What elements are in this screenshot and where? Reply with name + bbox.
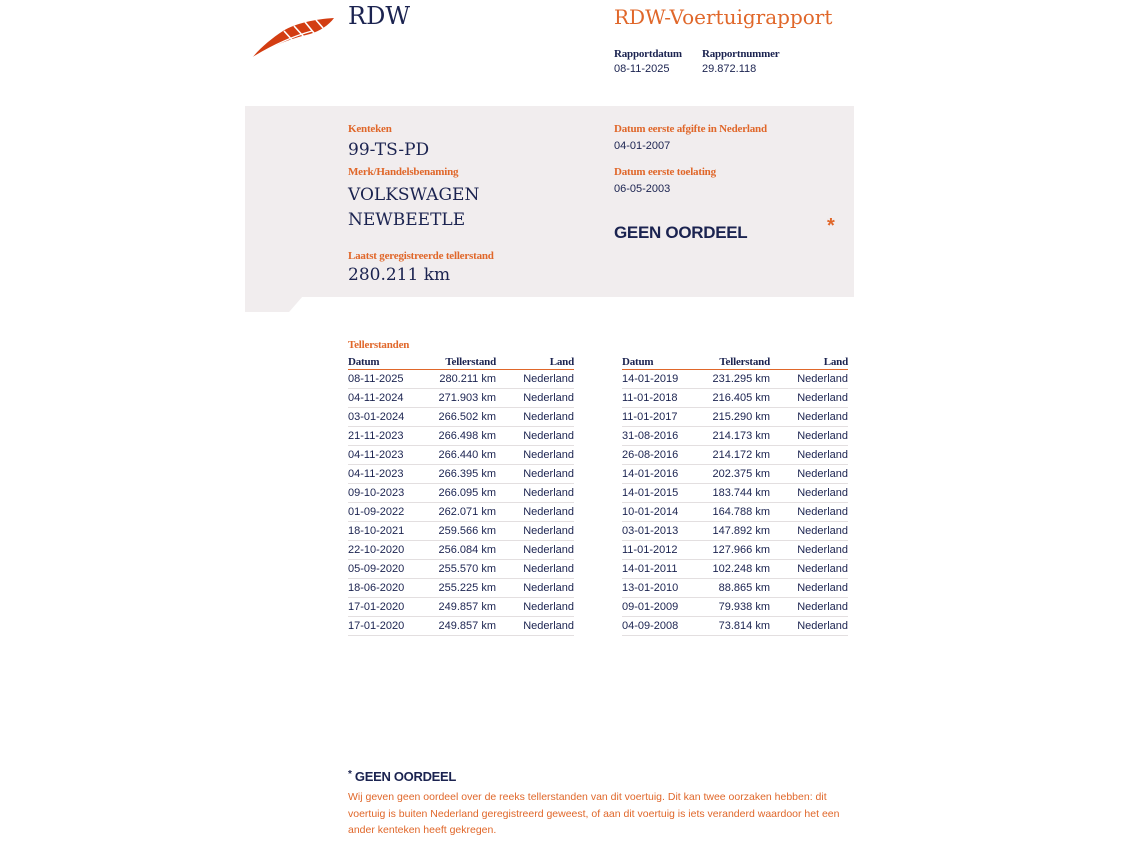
reading-odometer: 214.173 km	[710, 427, 770, 446]
table-row	[348, 389, 574, 408]
reading-date: 03-01-2024	[348, 408, 436, 427]
table-row	[348, 408, 574, 427]
reading-odometer: 214.172 km	[710, 446, 770, 465]
reading-date: 18-10-2021	[348, 522, 436, 541]
reading-odometer: 280.211 km	[436, 370, 496, 389]
table-row	[622, 389, 848, 408]
reading-odometer: 259.566 km	[436, 522, 496, 541]
readings-title: Tellerstanden	[348, 339, 410, 351]
reading-country: Nederland	[496, 617, 574, 636]
report-title: RDW-Voertuigrapport	[614, 5, 833, 29]
reading-odometer: 231.295 km	[710, 370, 770, 389]
readings-left-body	[348, 370, 574, 636]
reading-country: Nederland	[770, 484, 848, 503]
reading-country: Nederland	[770, 503, 848, 522]
reading-odometer: 202.375 km	[710, 465, 770, 484]
col-odometer-header: Tellerstand	[710, 355, 770, 370]
reading-odometer: 266.498 km	[436, 427, 496, 446]
reading-country: Nederland	[496, 503, 574, 522]
reading-odometer: 249.857 km	[436, 617, 496, 636]
footnote-title: GEEN OORDEEL	[354, 769, 457, 784]
reading-odometer: 127.966 km	[710, 541, 770, 560]
reading-odometer: 216.405 km	[710, 389, 770, 408]
reading-odometer: 73.814 km	[710, 617, 770, 636]
reading-date: 21-11-2023	[348, 427, 436, 446]
table-row	[622, 484, 848, 503]
plate-value: 99-TS-PD	[348, 140, 430, 160]
reading-odometer: 262.071 km	[436, 503, 496, 522]
reading-country: Nederland	[770, 465, 848, 484]
make-value-line2: NEWBEETLE	[348, 210, 466, 230]
first-admission-label: Datum eerste toelating	[614, 166, 716, 178]
reading-country: Nederland	[770, 446, 848, 465]
footnote-heading	[348, 769, 456, 784]
brand-name: RDW	[348, 2, 410, 30]
reading-date: 01-09-2022	[348, 503, 436, 522]
report-number-value: 29.872.118	[702, 63, 757, 75]
table-row	[622, 522, 848, 541]
table-row	[348, 617, 574, 636]
table-row	[622, 541, 848, 560]
table-row	[622, 598, 848, 617]
table-row	[348, 598, 574, 617]
reading-country: Nederland	[770, 370, 848, 389]
reading-date: 13-01-2010	[622, 579, 710, 598]
reading-country: Nederland	[770, 541, 848, 560]
reading-date: 11-01-2017	[622, 408, 710, 427]
reading-country: Nederland	[770, 408, 848, 427]
footnote-marker: *	[348, 769, 352, 780]
reading-date: 14-01-2015	[622, 484, 710, 503]
reading-date: 11-01-2018	[622, 389, 710, 408]
col-odometer-header: Tellerstand	[436, 355, 496, 370]
reading-date: 04-11-2023	[348, 465, 436, 484]
reading-date: 04-09-2008	[622, 617, 710, 636]
first-registration-nl-label: Datum eerste afgifte in Nederland	[614, 123, 767, 135]
reading-date: 03-01-2013	[622, 522, 710, 541]
reading-country: Nederland	[496, 389, 574, 408]
reading-odometer: 183.744 km	[710, 484, 770, 503]
reading-date: 05-09-2020	[348, 560, 436, 579]
reading-country: Nederland	[496, 465, 574, 484]
reading-date: 26-08-2016	[622, 446, 710, 465]
verdict-marker: *	[827, 215, 835, 237]
reading-country: Nederland	[496, 522, 574, 541]
reading-country: Nederland	[496, 560, 574, 579]
reading-odometer: 266.502 km	[436, 408, 496, 427]
table-row	[622, 446, 848, 465]
table-row	[622, 427, 848, 446]
first-admission-value: 06-05-2003	[614, 183, 671, 195]
col-country-header: Land	[770, 355, 848, 370]
reading-odometer: 249.857 km	[436, 598, 496, 617]
table-row	[348, 427, 574, 446]
reading-country: Nederland	[496, 579, 574, 598]
plate-label: Kenteken	[348, 123, 392, 135]
rdw-feather-logo-icon	[250, 15, 336, 61]
reading-odometer: 266.095 km	[436, 484, 496, 503]
table-row	[622, 503, 848, 522]
table-row	[348, 484, 574, 503]
readings-table-left	[348, 355, 574, 636]
report-date-value: 08-11-2025	[614, 63, 670, 75]
report-number-label: Rapportnummer	[702, 48, 780, 60]
table-row	[348, 522, 574, 541]
reading-date: 08-11-2025	[348, 370, 436, 389]
verdict: GEEN OORDEEL	[614, 223, 748, 242]
col-date-header: Datum	[622, 355, 710, 370]
reading-country: Nederland	[496, 446, 574, 465]
reading-odometer: 147.892 km	[710, 522, 770, 541]
table-row	[348, 560, 574, 579]
reading-country: Nederland	[770, 617, 848, 636]
table-row	[622, 617, 848, 636]
col-date-header: Datum	[348, 355, 436, 370]
reading-date: 14-01-2019	[622, 370, 710, 389]
table-row	[348, 446, 574, 465]
reading-date: 04-11-2023	[348, 446, 436, 465]
reading-odometer: 255.225 km	[436, 579, 496, 598]
reading-odometer: 88.865 km	[710, 579, 770, 598]
reading-date: 09-01-2009	[622, 598, 710, 617]
reading-odometer: 256.084 km	[436, 541, 496, 560]
reading-date: 18-06-2020	[348, 579, 436, 598]
reading-country: Nederland	[770, 560, 848, 579]
reading-country: Nederland	[770, 522, 848, 541]
reading-country: Nederland	[496, 484, 574, 503]
reading-odometer: 266.440 km	[436, 446, 496, 465]
table-row	[622, 370, 848, 389]
reading-date: 14-01-2011	[622, 560, 710, 579]
reading-odometer: 215.290 km	[710, 408, 770, 427]
reading-country: Nederland	[770, 598, 848, 617]
col-country-header: Land	[496, 355, 574, 370]
table-row	[622, 560, 848, 579]
odometer-label: Laatst geregistreerde tellerstand	[348, 250, 494, 262]
reading-country: Nederland	[496, 598, 574, 617]
table-row	[622, 408, 848, 427]
reading-date: 22-10-2020	[348, 541, 436, 560]
reading-date: 17-01-2020	[348, 598, 436, 617]
reading-odometer: 266.395 km	[436, 465, 496, 484]
reading-odometer: 164.788 km	[710, 503, 770, 522]
reading-country: Nederland	[496, 427, 574, 446]
reading-date: 10-01-2014	[622, 503, 710, 522]
table-row	[348, 465, 574, 484]
make-value-line1: VOLKSWAGEN	[348, 185, 480, 205]
reading-date: 09-10-2023	[348, 484, 436, 503]
reading-country: Nederland	[496, 408, 574, 427]
report-date-label: Rapportdatum	[614, 48, 682, 60]
reading-country: Nederland	[496, 541, 574, 560]
readings-right-body	[622, 370, 848, 636]
reading-country: Nederland	[770, 389, 848, 408]
reading-date: 14-01-2016	[622, 465, 710, 484]
table-row	[622, 579, 848, 598]
reading-country: Nederland	[496, 370, 574, 389]
table-row	[622, 465, 848, 484]
table-row	[348, 541, 574, 560]
odometer-value: 280.211 km	[348, 265, 451, 285]
panel-notch	[245, 296, 303, 312]
table-row	[348, 579, 574, 598]
first-registration-nl-value: 04-01-2007	[614, 140, 671, 152]
table-row	[348, 503, 574, 522]
table-row	[348, 370, 574, 389]
reading-date: 31-08-2016	[622, 427, 710, 446]
reading-odometer: 79.938 km	[710, 598, 770, 617]
reading-country: Nederland	[770, 427, 848, 446]
footnote-text: Wij geven geen oordeel over de reeks tellerstanden van dit voertuig. Dit kan twee oorzaken hebben: dit voertuig is buiten Nederland geregistreerd geweest, of aan dit voertuig is iets veranderd waardoor het een ander kenteken heeft gekregen.	[348, 791, 840, 836]
reading-date: 11-01-2012	[622, 541, 710, 560]
readings-table-right	[622, 355, 848, 636]
reading-odometer: 102.248 km	[710, 560, 770, 579]
reading-odometer: 271.903 km	[436, 389, 496, 408]
reading-date: 04-11-2024	[348, 389, 436, 408]
reading-date: 17-01-2020	[348, 617, 436, 636]
make-label: Merk/Handelsbenaming	[348, 166, 459, 178]
reading-country: Nederland	[770, 579, 848, 598]
reading-odometer: 255.570 km	[436, 560, 496, 579]
